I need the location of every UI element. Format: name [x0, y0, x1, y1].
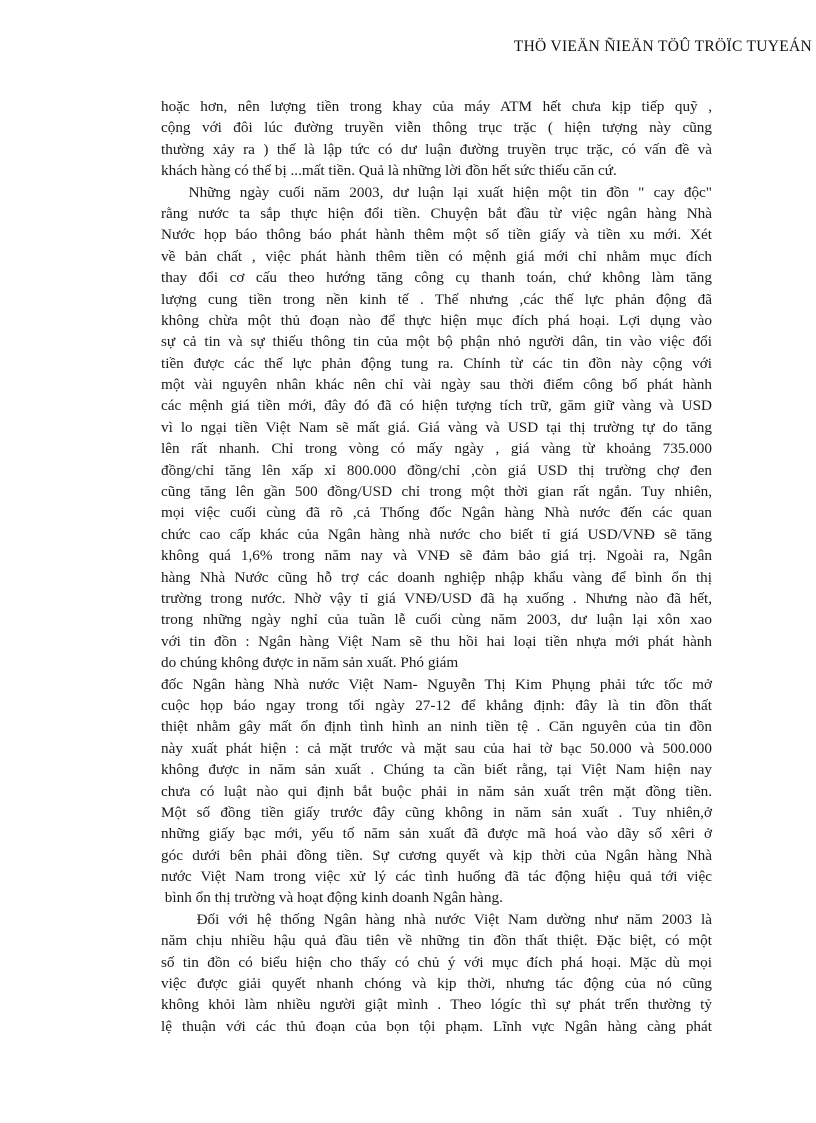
document-body — [161, 96, 712, 1037]
text-line: các mệnh giá tiền mới, đây đó đã có hiện tượng tích trữ, găm giữ vàng và USD — [161, 397, 712, 415]
text-line: do chúng không được in năm sản xuất. Phó giám — [161, 654, 459, 672]
text-line: số tin đồn có biểu hiện cho thấy có chủ ý với mục đích phá hoại. Mặc dù mọi — [161, 953, 712, 971]
text-line: vì lo ngại tiền Việt Nam sẽ mất giá. Giá vàng và USD tại thị trường tự do tăng — [161, 418, 712, 436]
text-line: rằng nước ta sắp thực hiện đổi tiền. Chuyện bắt đầu từ việc ngân hàng Nhà — [161, 204, 712, 222]
text-line: lên rất nhanh. Chỉ trong vòng có mấy ngày , giá vàng từ khoảng 735.000 — [161, 440, 712, 458]
text-line: không chừa một thủ đoạn nào để thực hiện mục đích phá hoại. Lợi dụng vào — [161, 311, 712, 329]
text-line: không được in năm sản xuất . Chúng ta cần biết rằng, tại Việt Nam hiện nay — [161, 761, 712, 779]
page-header-title: THÖ VIEÄN ÑIEÄN TÖÛ TRÖÏC TUYEÁN — [513, 38, 812, 55]
text-line: bình ổn thị trường và hoạt động kinh doanh Ngân hàng. — [161, 889, 503, 907]
text-line: tiền được các thế lực phản động tung ra. Chính từ các tin đồn này cộng với — [161, 354, 712, 372]
text-line: chưa có luật nào qui định bắt buộc phải in năm sản xuất trên mặt đồng tiền. — [161, 782, 712, 800]
text-line: việc được giải quyết nhanh chóng và kịp thời, nhưng tác động của nó cũng — [161, 975, 712, 993]
text-line: một vài nguyên nhân khác nên chỉ vài ngày sau thời điểm công bố phát hành — [161, 376, 712, 394]
text-line: này xuất phát hiện : cả mặt trước và mặt sau của hai tờ bạc 50.000 và 500.000 — [161, 739, 712, 757]
text-line: Đối với hệ thống Ngân hàng nhà nước Việt Nam dường như năm 2003 là — [161, 910, 712, 928]
text-line: Nước họp báo thông báo phát hành thêm một số tiền giấy và tiền xu mới. Xét — [161, 226, 712, 244]
text-line: về bản chất , việc phát hành thêm tiền có mệnh giá mới chỉ nhằm mục đích — [161, 247, 712, 265]
text-line: đốc Ngân hàng Nhà nước Việt Nam- Nguyễn Thị Kim Phụng phải tức tốc mở — [161, 675, 712, 693]
text-line: với tin đồn : Ngân hàng Việt Nam sẽ thu hồi hai loại tiền nhựa mới phát hành — [161, 632, 712, 650]
text-line: chức cao cấp khác của Ngân hàng nhà nước cho biết tỉ giá USD/VNĐ sẽ tăng — [161, 525, 712, 543]
text-line: lượng cung tiền trong nền kinh tế . Thế nhưng ,các thế lực phản động đã — [161, 290, 712, 308]
text-line: sự cả tin và sự thiếu thông tin của một bộ phận nhỏ người dân, tin vào việc đổi — [161, 333, 712, 351]
text-line: Những ngày cuối năm 2003, dư luận lại xuất hiện một tin đồn " cay độc" — [161, 183, 712, 201]
text-line: cuộc họp báo ngay trong tối ngày 27-12 để khẳng định: đây là tin đồn thất — [161, 696, 712, 714]
text-line: thường xảy ra ) thế là lập tức có dư luận đường truyền trục trặc, có vấn đề và — [161, 140, 712, 158]
text-line: cũng tăng lên gần 500 đồng/USD chỉ trong một thời gian rất ngắn. Tuy nhiên, — [161, 483, 712, 501]
text-line: góc dưới bên phải đồng tiền. Sự cương quyết và kịp thời của Ngân hàng Nhà — [161, 846, 712, 864]
text-line: trường trong nước. Nhờ vậy tỉ giá VNĐ/USD đã hạ xuống . Nhưng nào đã hết, — [161, 589, 712, 607]
text-line: Một số đồng tiền giấy trước đây cũng không in năm sản xuất . Tuy nhiên,ở — [161, 803, 712, 821]
text-line: mọi việc cuối cùng đã rõ ,cả Thống đốc Ngân hàng Nhà nước đến các quan — [161, 504, 712, 522]
text-line: đồng/chỉ tăng lên xấp xỉ 800.000 đồng/chỉ ,còn giá USD thị trường chợ đen — [161, 461, 712, 479]
text-line: không khỏi làm nhiều người giật mình . Theo lógíc thì sự phát trển thường tỷ — [161, 996, 712, 1014]
text-line: thiệt nhằm gây mất ổn định tình hình an ninh tiền tệ . Căn nguyên của tin đồn — [161, 718, 712, 736]
text-line: nước Việt Nam trong việc xử lý các tình huống đã tác động hiệu quả tới việc — [161, 868, 712, 886]
text-line: lệ thuận với các thủ đoạn của bọn tội phạm. Lĩnh vực Ngân hàng càng phát — [161, 1017, 712, 1035]
text-line: năm chịu nhiều hậu quả đầu tiên về những tin đồn thất thiệt. Đặc biệt, có một — [161, 932, 712, 950]
text-line: khách hàng có thể bị ...mất tiền. Quả là những lời đồn hết sức thiếu căn cứ. — [161, 162, 617, 180]
text-line: hàng Nhà Nước cũng hỗ trợ các doanh nghiệp nhập khẩu vàng để bình ổn thị — [161, 568, 712, 586]
text-line: không quá 1,6% trong năm nay và VNĐ sẽ đảm bảo giá trị. Ngoài ra, Ngân — [161, 547, 712, 565]
text-line: trong những ngày nghỉ của tuần lễ cuối cùng năm 2003, dư luận lại xôn xao — [161, 611, 712, 629]
text-line: cộng với đôi lúc đường truyền viễn thông trục trặc ( hiện tượng này cũng — [161, 119, 712, 137]
text-line: hoặc hơn, nên lượng tiền trong khay của máy ATM hết chưa kịp tiếp quỹ , — [161, 98, 712, 115]
text-line: thay đổi cơ cấu theo hướng tăng công cụ thanh toán, chứ không làm tăng — [161, 269, 712, 287]
text-line: những giấy bạc mới, yếu tố năm sản xuất đã được mã hoá vào dãy số xêri ở — [161, 825, 712, 843]
